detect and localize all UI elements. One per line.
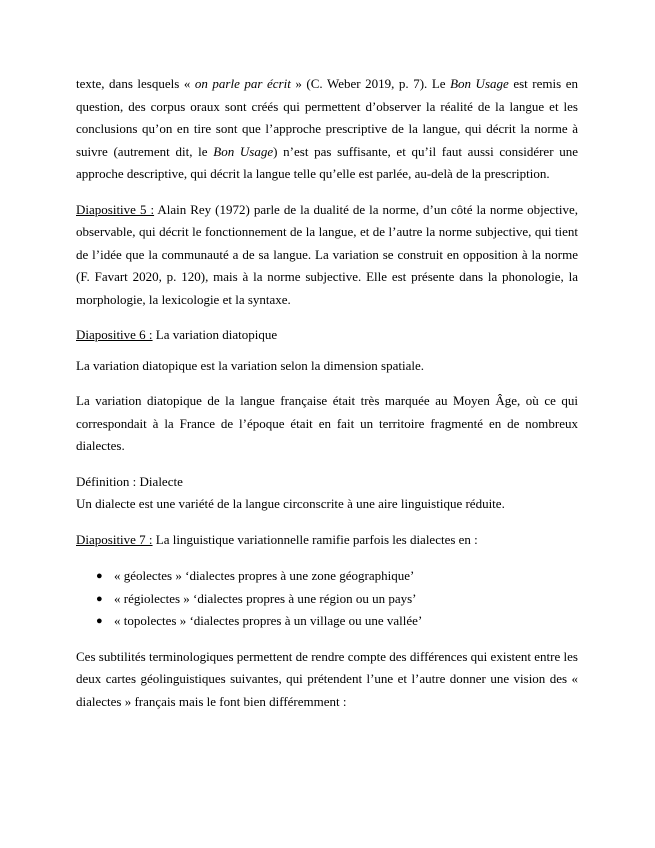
dialect-list (76, 565, 578, 633)
bullet-icon: ● (96, 570, 103, 582)
paragraph-cartes: Ces subtilités terminologiques permettent de rendre compte des différences qui existent entre les deux cartes géolinguistiques suivantes, qui prétendent l’une et l’autre donner une vision des « dialectes » français mais le font bien différemment : (76, 648, 578, 709)
list-item-text: « géolectes » ‘dialectes propres à une zone géographique’ (114, 568, 415, 583)
text-run: Alain Rey (1972) parle de la dualité de la norme, d’un côté la norme objective, observable, qui décrit le fonctionnement de la langue, et de l’autre la norme subjective, qui tient de l’idée que la communauté a de sa langue. La variation se construit en opposition à la norme (F. Favart 2020, p. 120), mais à la norme subjective. Elle est présente dans la phonologie, la morphologie, la lexicologie et la syntaxe. (76, 201, 578, 307)
bullet-icon: ● (96, 615, 103, 627)
heading-diapositive-7 (76, 529, 578, 552)
text-run: est remis en question, des corpus oraux sont créés qui permettent d’observer la réalité de la langue et les conclusions qu’on en tire sont que l’approche prescriptive de la langue, qui décrit la norme à suivre (autrement dit, le (76, 76, 578, 159)
slide-label: Diapositive 5 : (76, 201, 155, 217)
heading-diapositive-6 (76, 324, 578, 347)
slide-label: Diapositive 7 : (76, 531, 153, 547)
text-run: ) n’est pas suffisante, et qu’il faut aussi considérer une approche descriptive, qui décrit la langue telle qu’elle est parlée, au-delà de la prescription. (76, 143, 578, 181)
paragraph-diatopique-definition: La variation diatopique est la variation selon la dimension spatiale. (76, 357, 425, 373)
list-item (76, 588, 578, 611)
slide-title: La variation diatopique (152, 327, 278, 342)
definition-title: Définition : Dialecte (76, 473, 183, 489)
paragraph-bon-usage (76, 73, 578, 186)
italic-title: Bon Usage (450, 76, 509, 91)
list-item (76, 610, 578, 633)
definition-text: Un dialecte est une variété de la langue circonscrite à une aire linguistique réduite. (76, 496, 505, 511)
bullet-icon: ● (96, 592, 103, 605)
paragraph-moyen-age: La variation diatopique de la langue française était très marquée au Moyen Âge, où ce qui correspondait à la France de l’époque était en fait un territoire fragmenté en de nombreux dialectes. (76, 393, 578, 453)
slide-title: La linguistique variationnelle ramifie parfois les dialectes en : (152, 531, 478, 547)
list-item (76, 565, 578, 588)
text-run: » (C. Weber 2019, p. 7). Le (290, 76, 451, 91)
text-run: texte, dans lesquels « (76, 76, 195, 91)
list-item-text: « régiolectes » ‘dialectes propres à une région ou un pays’ (114, 590, 417, 606)
italic-quote: on parle par écrit (194, 76, 291, 91)
slide-label: Diapositive 6 : (76, 327, 153, 342)
italic-title: Bon Usage (213, 143, 274, 159)
document-body (76, 73, 578, 713)
list-item-text: « topolectes » ‘dialectes propres à un village ou une vallée’ (114, 613, 423, 628)
paragraph-diapositive-5 (76, 199, 578, 312)
